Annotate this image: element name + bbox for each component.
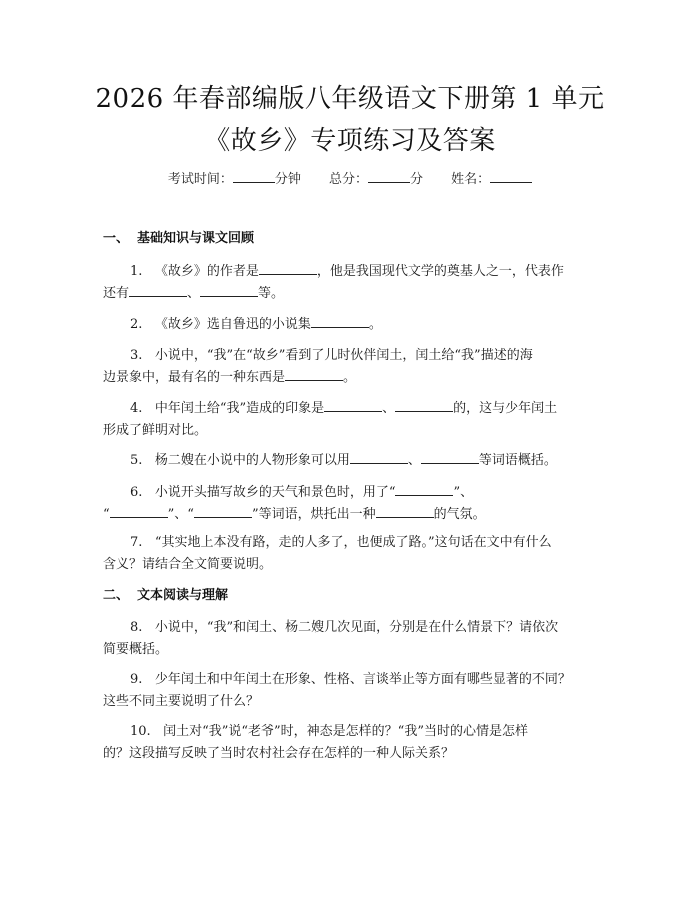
question-text: 杨二嫂在小说中的人物形象可以用 (154, 453, 350, 468)
question-text: 、 (187, 286, 201, 301)
question-text: 、 (382, 401, 396, 416)
document-title-line-2: 《故乡》专项练习及答案 (204, 126, 496, 156)
section-number: 二、 (103, 588, 130, 603)
question-text: 的？这段描写反映了当时农村社会存在怎样的一种人际关系？ (103, 746, 455, 761)
question-number: 9. (130, 672, 143, 687)
question-number: 6. (130, 485, 143, 500)
answer-blank (350, 451, 408, 464)
student-name-blank (490, 170, 532, 183)
question-number: 7. (130, 535, 143, 550)
document-title-line-1: 2026 年春部编版八年级语文下册第 1 单元 (95, 84, 605, 114)
answer-blank (259, 262, 317, 275)
question-text: 简要概括。 (103, 642, 169, 657)
exam-time-unit: 分钟 (274, 172, 301, 187)
answer-blank (311, 315, 369, 328)
question-text: 还有 (103, 286, 130, 301)
question-text: “其实地上本没有路，走的人多了，也便成了路。”这句话在文中有什么 (154, 535, 552, 550)
section-heading-2 (103, 587, 228, 605)
question-8 (103, 617, 603, 661)
student-name-field (451, 170, 532, 189)
question-number: 3. (130, 348, 143, 363)
question-text: 边景象中，最有名的一种东西是 (103, 370, 286, 385)
question-3 (103, 345, 603, 389)
answer-blank (376, 505, 434, 518)
question-4 (103, 398, 603, 442)
question-number: 1. (130, 264, 143, 279)
exam-time-label: 考试时间： (167, 172, 233, 187)
question-7 (103, 532, 603, 576)
question-text: 的气氛。 (433, 507, 486, 522)
question-9 (103, 669, 603, 713)
question-1 (103, 261, 603, 305)
section-title: 文本阅读与理解 (137, 588, 229, 603)
question-text: 、 (407, 453, 421, 468)
exam-time-blank (233, 170, 275, 183)
question-text: 。 (343, 370, 357, 385)
answer-blank (110, 505, 168, 518)
question-number: 8. (130, 620, 143, 635)
question-6 (103, 482, 603, 526)
question-text: 小说中，“我”在“故乡”看到了儿时伙伴闰土，闰土给“我”描述的海 (154, 348, 533, 363)
question-text: 含义？请结合全文简要说明。 (103, 557, 273, 572)
question-text: ”、“ (167, 507, 194, 522)
question-10 (103, 721, 603, 765)
question-5 (103, 450, 603, 472)
question-text: 等。 (258, 286, 285, 301)
student-name-label: 姓名： (451, 172, 491, 187)
exam-info-row (0, 170, 700, 189)
question-text: ”等词语，烘托出一种 (251, 507, 376, 522)
question-text: 小说开头描写故乡的天气和景色时，用了“ (154, 485, 396, 500)
question-number: 10. (130, 724, 151, 739)
answer-blank (421, 451, 479, 464)
question-text: “ (103, 507, 110, 522)
question-text: 少年闰土和中年闰土在形象、性格、言谈举止等方面有哪些显著的不同？ (154, 672, 571, 687)
answer-blank (129, 284, 187, 297)
total-score-label: 总分： (328, 172, 368, 187)
question-text: ”、 (453, 485, 474, 500)
question-text: 的，这与少年闰土 (453, 401, 558, 416)
exam-time-field (168, 170, 301, 189)
question-text: 《故乡》的作者是 (154, 264, 259, 279)
question-text: 等词语概括。 (478, 453, 557, 468)
question-text: 。 (368, 317, 382, 332)
question-text: 《故乡》选自鲁迅的小说集 (154, 317, 311, 332)
question-text: 小说中，“我”和闰土、杨二嫂几次见面，分别是在什么情景下？请依次 (154, 620, 559, 635)
question-number: 5. (130, 453, 143, 468)
answer-blank (324, 399, 382, 412)
question-text: ，他是我国现代文学的奠基人之一，代表作 (316, 264, 564, 279)
question-text: 中年闰土给“我”造成的印象是 (154, 401, 325, 416)
total-score-unit: 分 (410, 172, 424, 187)
answer-blank (194, 505, 252, 518)
answer-blank (285, 368, 343, 381)
answer-blank (395, 399, 453, 412)
question-2 (103, 314, 603, 336)
question-text: 这些不同主要说明了什么？ (103, 694, 260, 709)
question-number: 4. (130, 401, 143, 416)
question-text: 闰土对“我”说“老爷”时，神态是怎样的？“我”当时的心情是怎样 (163, 724, 528, 739)
section-number: 一、 (103, 231, 130, 246)
question-text: 形成了鲜明对比。 (103, 423, 208, 438)
answer-blank (200, 284, 258, 297)
section-title: 基础知识与课文回顾 (137, 231, 255, 246)
section-heading-1 (103, 230, 254, 248)
answer-blank (395, 483, 453, 496)
question-number: 2. (130, 317, 143, 332)
total-score-blank (368, 170, 410, 183)
total-score-field (329, 170, 423, 189)
